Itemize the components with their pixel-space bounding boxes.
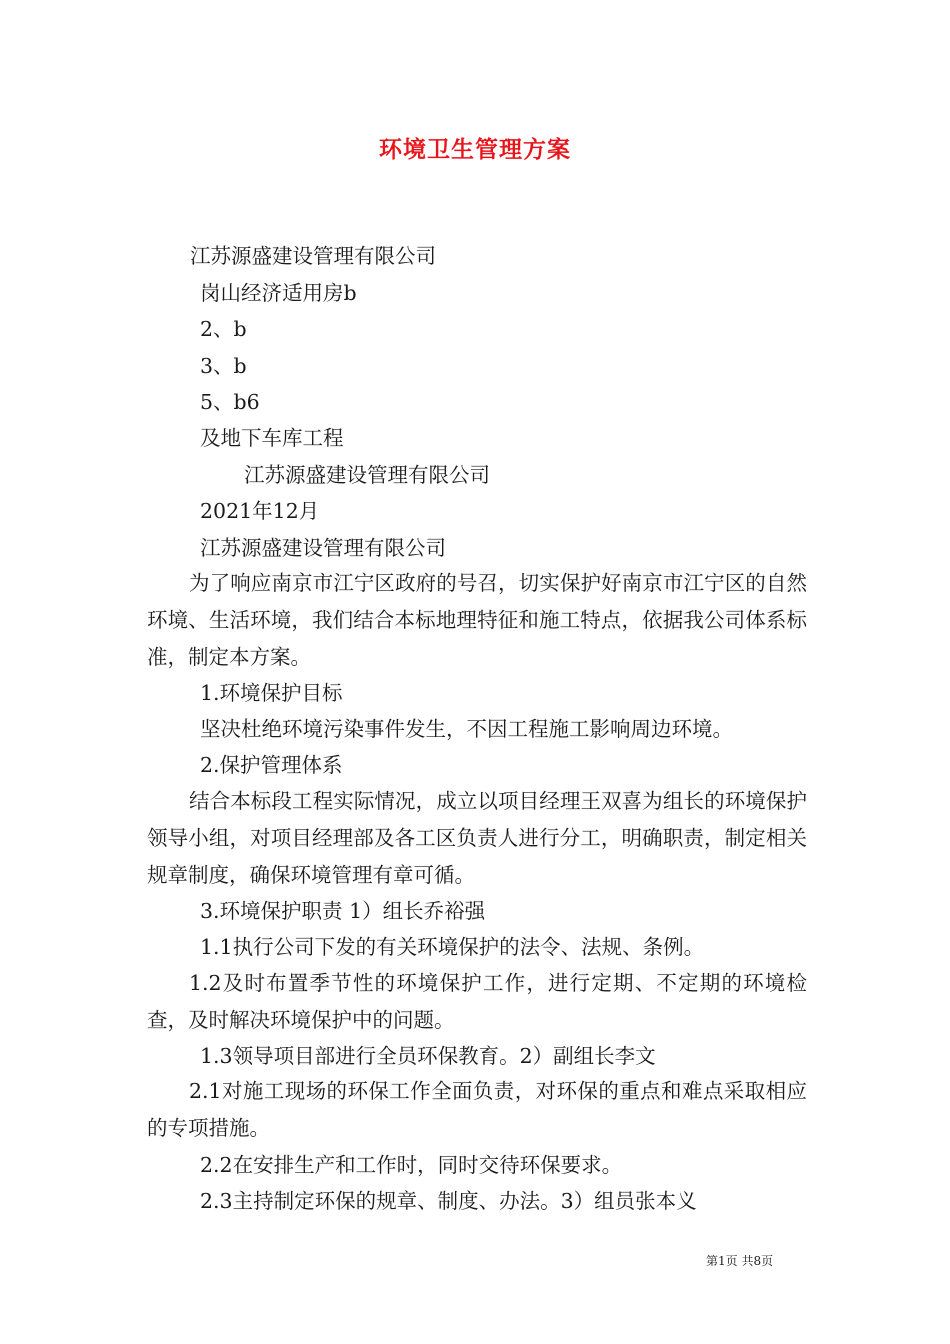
list-item: 1.2及时布置季节性的环境保护工作，进行定期、不定期的环境检查，及时解决环境保护中的问题。 — [147, 971, 807, 1032]
page-number: 第1页 共8页 — [706, 1254, 774, 1268]
cover-company-name: 江苏源盛建设管理有限公司 — [200, 536, 446, 560]
list-item: 1.3领导项目部进行全员环保教育。2）副组长李文 — [200, 1044, 656, 1068]
cover-project-line: 5、b6 — [200, 390, 260, 414]
list-item: 2.3主持制定环保的规章、制度、办法。3）组员张本义 — [200, 1189, 697, 1213]
cover-company-name: 江苏源盛建设管理有限公司 — [244, 463, 490, 487]
cover-project-line: 岗山经济适用房b — [200, 281, 357, 305]
section-text: 坚决杜绝环境污染事件发生，不因工程施工影响周边环境。 — [200, 717, 733, 741]
cover-project-line: 及地下车库工程 — [200, 426, 344, 450]
section-heading: 3.环境保护职责 1）组长乔裕强 — [200, 899, 486, 923]
cover-company-name: 江苏源盛建设管理有限公司 — [190, 244, 436, 268]
intro-paragraph: 为了响应南京市江宁区政府的号召，切实保护好南京市江宁区的自然环境、生活环境，我们结合本标地理特征和施工特点，依据我公司体系标准，制定本方案。 — [147, 571, 807, 669]
list-item: 1.1执行公司下发的有关环境保护的法令、法规、条例。 — [200, 935, 705, 959]
list-item: 2.1对施工现场的环保工作全面负责，对环保的重点和难点采取相应的专项措施。 — [147, 1079, 807, 1140]
section-heading: 2.保护管理体系 — [200, 753, 343, 777]
document-title: 环境卫生管理方案 — [379, 136, 571, 163]
cover-project-line: 2、b — [200, 317, 247, 341]
list-item: 2.2在安排生产和工作时，同时交待环保要求。 — [200, 1153, 623, 1177]
section-heading: 1.环境保护目标 — [200, 681, 343, 705]
section-paragraph: 结合本标段工程实际情况，成立以项目经理王双喜为组长的环境保护领导小组，对项目经理部及各工区负责人进行分工，明确职责，制定相关规章制度，确保环境管理有章可循。 — [147, 789, 807, 887]
cover-project-line: 3、b — [200, 354, 247, 378]
cover-date: 2021年12月 — [200, 499, 320, 523]
